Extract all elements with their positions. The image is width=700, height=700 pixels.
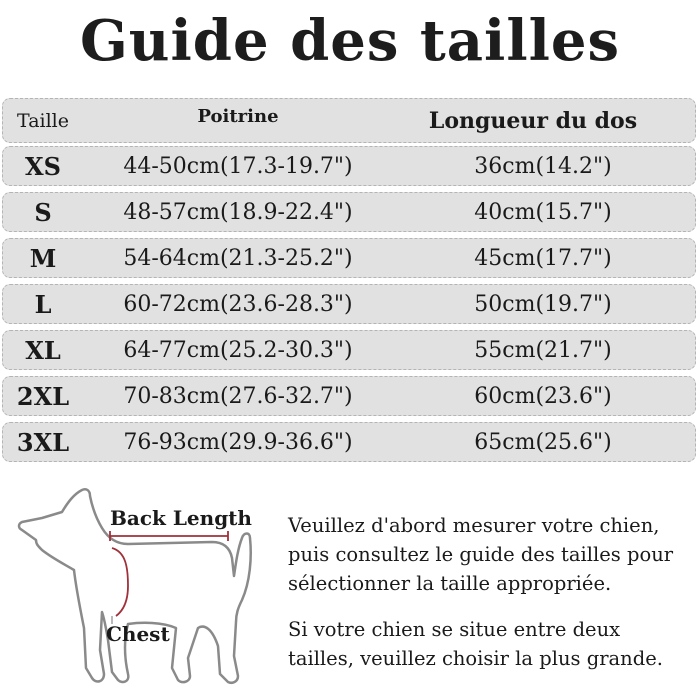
chest-label: Chest xyxy=(106,622,170,646)
header-chest: Poitrine xyxy=(197,106,279,127)
chest-cell: 70-83cm(27.6-32.7") xyxy=(123,383,353,409)
back-length-cell: 50cm(19.7") xyxy=(474,291,612,317)
table-row xyxy=(2,192,696,232)
size-cell: 3XL xyxy=(16,427,70,457)
size-cell: M xyxy=(29,243,57,273)
instruction-paragraph-1 xyxy=(288,511,673,598)
instruction-line: Veuillez d'abord mesurer votre chien, xyxy=(288,514,660,537)
chest-cell: 44-50cm(17.3-19.7") xyxy=(123,153,353,179)
instruction-line: tailles, veuillez choisir la plus grande. xyxy=(288,647,663,670)
back-length-cell: 45cm(17.7") xyxy=(474,245,612,271)
table-row xyxy=(2,238,696,278)
instruction-line: puis consultez le guide des tailles pour xyxy=(288,543,674,566)
chest-cell: 54-64cm(21.3-25.2") xyxy=(123,245,353,271)
page-title: Guide des tailles xyxy=(79,8,621,74)
back-length-cell: 60cm(23.6") xyxy=(474,383,612,409)
table-row xyxy=(2,284,696,324)
chest-cell: 60-72cm(23.6-28.3") xyxy=(123,291,353,317)
table-row xyxy=(2,330,696,370)
back-length-cell: 36cm(14.2") xyxy=(474,153,612,179)
header-size: Taille xyxy=(17,109,69,132)
size-cell: L xyxy=(34,289,52,319)
chest-cell: 76-93cm(29.9-36.6") xyxy=(123,429,353,455)
size-cell: S xyxy=(34,197,52,227)
table-row xyxy=(2,146,696,186)
size-cell: XS xyxy=(25,151,61,181)
chest-cell: 64-77cm(25.2-30.3") xyxy=(123,337,353,363)
instruction-line: sélectionner la taille appropriée. xyxy=(288,572,612,595)
instruction-line: Si votre chien se situe entre deux xyxy=(288,618,621,641)
table-row xyxy=(2,376,696,416)
table-header-row xyxy=(2,98,696,143)
size-cell: 2XL xyxy=(16,381,70,411)
chest-cell: 48-57cm(18.9-22.4") xyxy=(123,199,353,225)
back-length-cell: 65cm(25.6") xyxy=(474,429,612,455)
instruction-paragraph-2 xyxy=(288,615,663,673)
back-length-cell: 40cm(15.7") xyxy=(474,199,612,225)
size-cell: XL xyxy=(25,335,61,365)
back-length-cell: 55cm(21.7") xyxy=(474,337,612,363)
header-back-length: Longueur du dos xyxy=(428,107,638,134)
back-length-label: Back Length xyxy=(110,506,252,530)
table-row xyxy=(2,422,696,462)
